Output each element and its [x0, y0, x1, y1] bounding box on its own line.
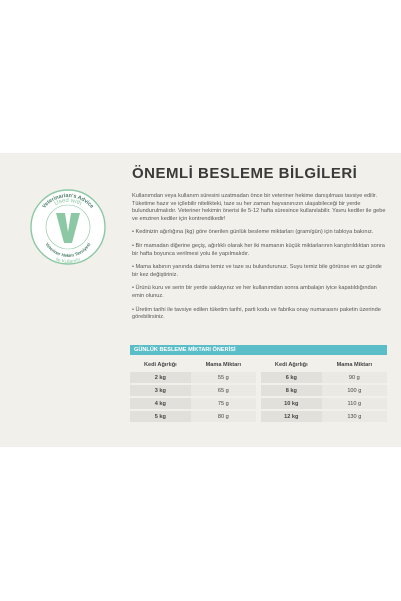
- cat-weight-cell: 6 kg: [261, 372, 322, 383]
- cat-weight-cell: 5 kg: [130, 411, 191, 422]
- column-header: Kedi Ağırlığı: [143, 362, 177, 368]
- cat-weight-cell: 12 kg: [261, 411, 322, 422]
- bullet-weight-table: • Kedinizin ağırlığına (kg) göre önerilen günlük besleme miktarları (gram/gün) için tabloya bakınız.: [132, 229, 374, 236]
- food-amount-cell: 80 g: [191, 411, 256, 422]
- food-amount-cell: 100 g: [322, 385, 387, 396]
- feeding-table-header: GÜNLÜK BESLEME MİKTARI ÖNERİSİ: [130, 345, 387, 355]
- bullet-fresh-water: • Mama kabının yanında daima temiz ve taze su bulundurunuz. Suyu temiz bile görünse en az günde bir kez değiştiriniz.: [132, 264, 382, 278]
- intro-paragraph: Kullanımdan veya kullanım süresini uzatmadan önce bir veteriner hekime danışılması tavsiye edilir. Tüketime hazır ve içilebilir nitelikteki, taze su her zaman hayvanınızın ulaşabileceği bir yerde bulundurulmalıdır. Veteriner hekimin önerisi ile 5-12 hafta süresince kullanılabilir. Yavru kediler ile gebe ve emziren kediler için kontrendikedir!: [132, 193, 386, 222]
- bullet-storage: • Ürünü kuru ve serin bir yerde saklayınız ve her kullanımdan sonra ambalajın iyice kapatıldığından emin olunuz.: [132, 285, 377, 299]
- page-title: ÖNEMLİ BESLEME BİLGİLERİ: [132, 165, 358, 182]
- food-amount-cell: 75 g: [191, 398, 256, 409]
- table-row: [130, 398, 387, 409]
- feeding-info-text: [132, 193, 389, 328]
- badge-line1: Used with: [53, 197, 83, 208]
- column-header: Kedi Ağırlığı: [274, 362, 308, 368]
- table-row: [130, 372, 387, 383]
- cat-weight-cell: 3 kg: [130, 385, 191, 396]
- table-row: [130, 385, 387, 396]
- food-amount-cell: 90 g: [322, 372, 387, 383]
- badge-line3: Veteriner Hekim Tavsiyesi: [44, 241, 92, 259]
- cat-weight-cell: 8 kg: [261, 385, 322, 396]
- food-amount-cell: 110 g: [322, 398, 387, 409]
- food-amount-cell: 130 g: [322, 411, 387, 422]
- badge-line4: ile Kullanılır: [54, 256, 82, 265]
- column-header: Mama Miktarı: [336, 362, 373, 368]
- badge-line2: Veterinarian's Advice: [41, 192, 95, 210]
- cat-weight-cell: 4 kg: [130, 398, 191, 409]
- table-header-row: [130, 360, 387, 370]
- feeding-table: [130, 358, 387, 424]
- bullet-food-transition: • Bir mamadan diğerine geçiş, ağırlıklı olarak her iki mamanın küçük miktarlarının karıştırıldıktan sonra bir hafta boyunca verilmesi yolu ile yapılmalıdır.: [132, 242, 385, 257]
- food-amount-cell: 55 g: [191, 372, 256, 383]
- food-amount-cell: 65 g: [191, 385, 256, 396]
- veterinarian-advice-badge: [30, 189, 106, 265]
- table-row: [130, 411, 387, 422]
- column-header: Mama Miktarı: [205, 362, 242, 368]
- bullet-production-date: • Üretim tarihi ile tavsiye edilen tüketim tarihi, parti kodu ve fabrika onay numarasını paketin üzerinde görebilirsiniz.: [132, 306, 381, 321]
- cat-weight-cell: 10 kg: [261, 398, 322, 409]
- cat-weight-cell: 2 kg: [130, 372, 191, 383]
